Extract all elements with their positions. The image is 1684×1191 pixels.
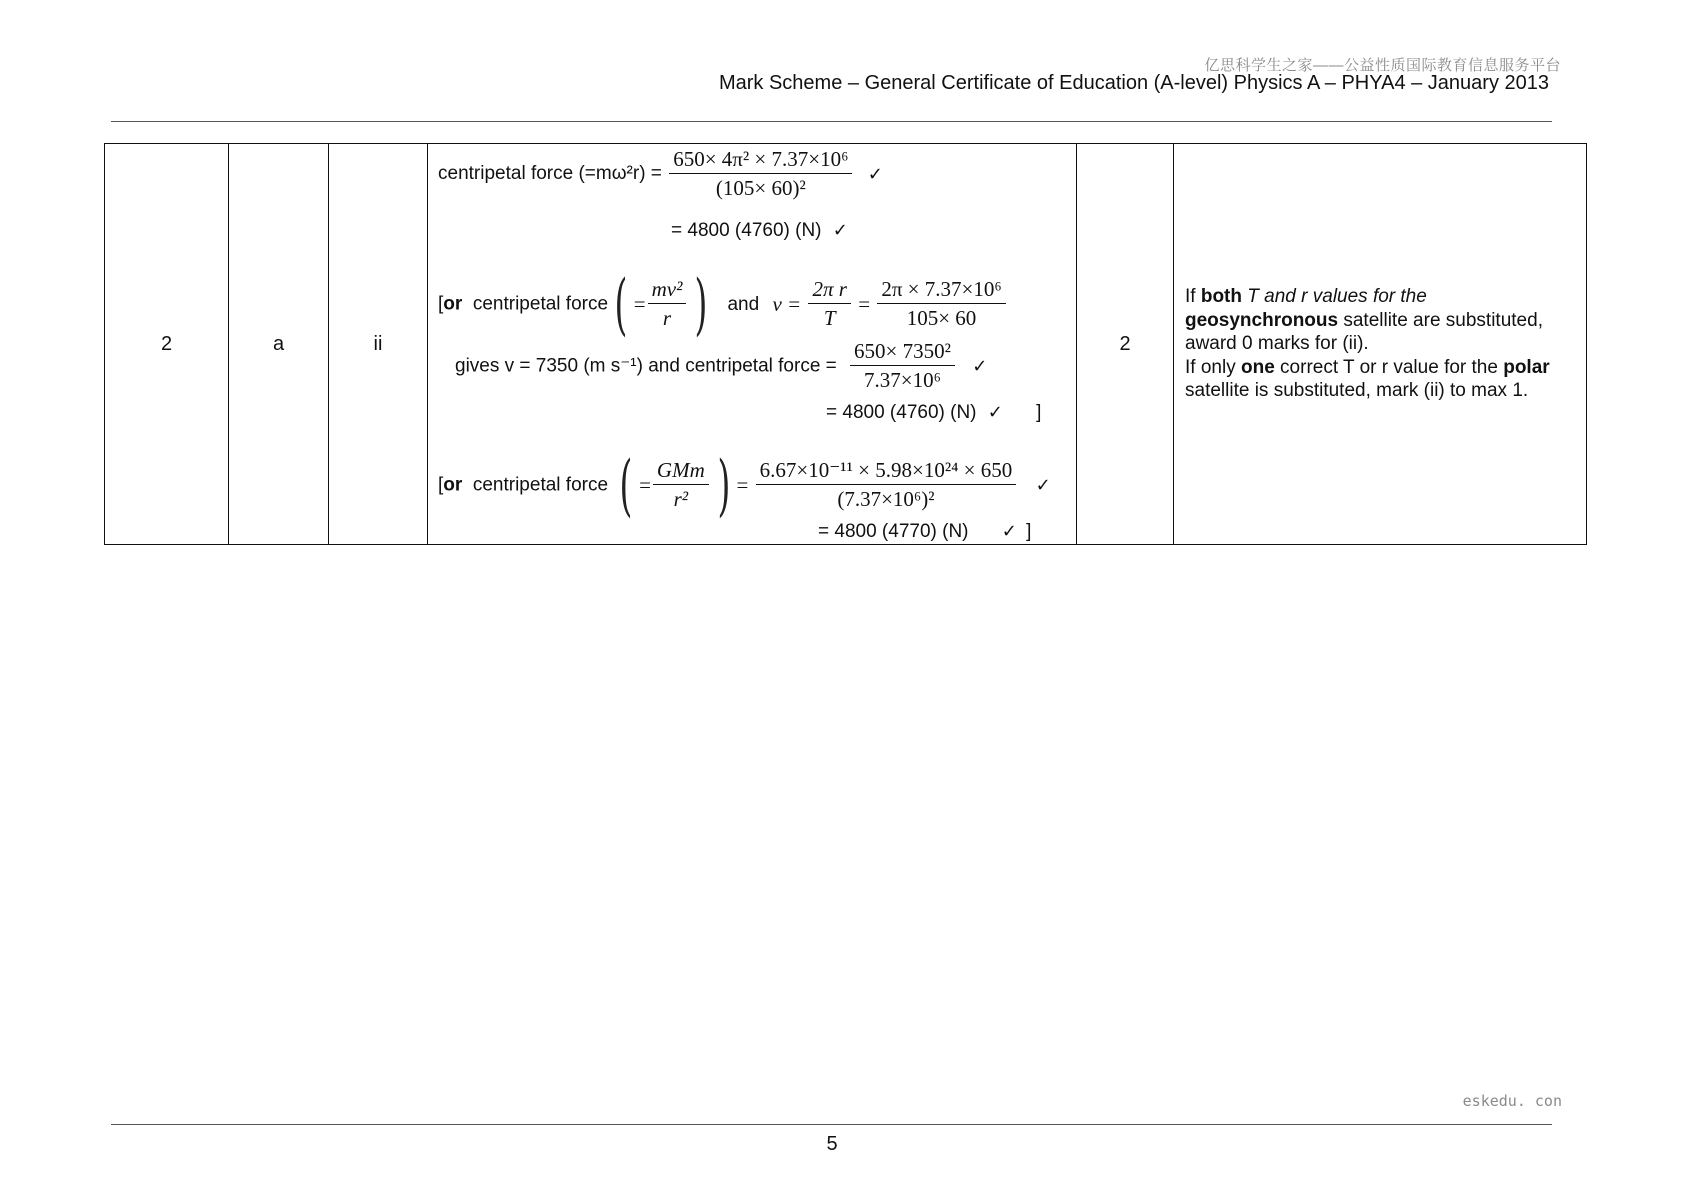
answer-result: = 4800 (4760) (N) [826, 402, 977, 423]
answer-result: = 4800 (4760) (N) [671, 220, 822, 241]
answer-line-6-label: centripetal force [472, 474, 609, 496]
left-paren: ( [614, 266, 628, 343]
fraction-numerator: 2π × 7.37×10⁶ [877, 278, 1005, 304]
answer-cell [428, 144, 1077, 545]
answer-line-1-label: centripetal force (=mω²r) = [438, 163, 662, 185]
fraction-GMm-over-r2 [653, 459, 709, 511]
page-number: 5 [826, 1133, 838, 1155]
answer-line-3-label: centripetal force [472, 293, 609, 315]
comments-cell [1174, 144, 1587, 545]
footer-divider [111, 1124, 1552, 1125]
checkmark-icon: ✓ [987, 402, 1003, 423]
fraction-numerator: 650× 4π² × 7.37×10⁶ [669, 148, 852, 174]
footer-watermark: eskedu. con [1462, 1092, 1562, 1110]
fraction-denominator: (7.37×10⁶)² [837, 487, 935, 512]
question-part: a [229, 144, 329, 545]
checkmark-icon: ✓ [972, 355, 988, 377]
right-paren: ) [717, 447, 731, 524]
fraction-velocity-values [877, 278, 1005, 330]
answer-content [428, 144, 1076, 544]
fraction-denominator: (105× 60)² [715, 176, 806, 201]
answer-line-6: [or centripetal force ( = $\frac{\text{GMm}}{\text{r²}}$ ) = $\frac{\text{6.67×10⁻¹¹ × 5.98×10²⁴ × 650}}{\text{(7.37×10⁶)²}}$ ✓ [438, 447, 1051, 524]
fraction-numerator: 2π r [808, 278, 850, 304]
fraction-denominator: T [823, 306, 836, 331]
fraction-centripetal-omega [669, 148, 852, 200]
fraction-numerator: 650× 7350² [850, 340, 955, 366]
question-subpart: ii [329, 144, 428, 545]
fraction-mv2-values [850, 340, 955, 392]
answer-line-5 [826, 402, 1041, 424]
page-header-title: Mark Scheme – General Certificate of Education (A-level) Physics A – PHYA4 – January 2013 [718, 72, 1549, 94]
fraction-mv2-over-r [648, 278, 687, 330]
checkmark-icon: ✓ [867, 163, 883, 185]
fraction-denominator: 7.37×10⁶ [864, 368, 941, 393]
or-label: or [443, 474, 463, 496]
question-number: 2 [105, 144, 229, 545]
fraction-numerator: mv² [648, 278, 687, 304]
closing-bracket: ] [1026, 521, 1032, 542]
answer-line-2 [671, 220, 848, 242]
fraction-numerator: GMm [653, 459, 709, 485]
fraction-numerator: 6.67×10⁻¹¹ × 5.98×10²⁴ × 650 [756, 459, 1017, 485]
fraction-denominator: r² [673, 487, 689, 512]
right-paren: ) [694, 266, 708, 343]
mark-scheme-table [104, 143, 1587, 545]
table-row [105, 144, 1587, 545]
header-divider [111, 121, 1552, 122]
or-label: or [443, 293, 463, 315]
fraction-2pir-over-T [808, 278, 850, 330]
answer-line-3: [or centripetal force( = $\frac{\text{mv²}}{r}$ ) and v = $\frac{\text{2π r}}{T}$ = $\frac{\text{2π × 7.37×10⁶}}{105\times 60}$ [438, 266, 1008, 343]
answer-line-7 [818, 521, 1031, 543]
marks-cell: 2 [1077, 144, 1174, 545]
fraction-denominator: 105× 60 [906, 306, 977, 331]
fraction-denominator: r [662, 306, 672, 331]
answer-line-1 [438, 148, 883, 200]
answer-line-4 [455, 340, 987, 392]
comments-text: If both T and r values for the geosynchronous satellite are substituted, award 0 marks for (ii). If only one correct T or r value for the polar satellite is substituted, mark (ii) to max 1. [1185, 286, 1550, 402]
checkmark-icon: ✓ [1001, 521, 1017, 542]
left-paren: ( [619, 447, 633, 524]
checkmark-icon: ✓ [1035, 475, 1051, 496]
fraction-gravitational-values [756, 459, 1017, 511]
answer-result: = 4800 (4770) (N) [818, 521, 969, 542]
answer-line-4-label: gives v = 7350 (m s⁻¹) and centripetal force = [455, 355, 837, 377]
and-label: and [727, 293, 760, 315]
checkmark-icon: ✓ [832, 220, 848, 241]
closing-bracket: ] [1036, 402, 1042, 423]
header-watermark: 亿思科学生之家——公益性质国际教育信息服务平台 [1204, 57, 1561, 74]
